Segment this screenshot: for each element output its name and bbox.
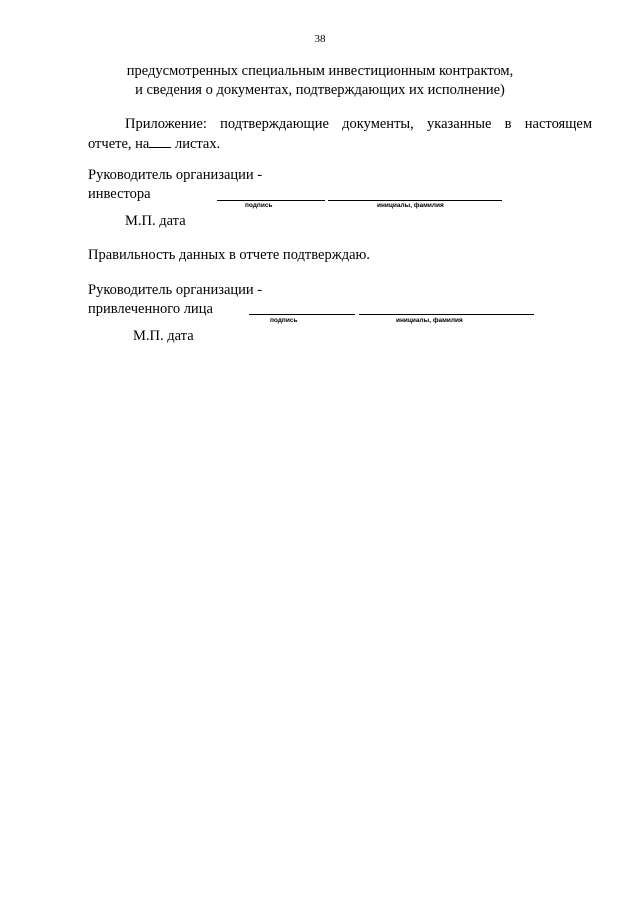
attracted-title-line-2: привлеченного лица <box>88 301 213 317</box>
investor-signature-caption: подпись <box>245 202 273 209</box>
attracted-signature-caption: подпись <box>270 317 298 324</box>
attachment-line-2-before: отчете, на <box>88 136 150 152</box>
investor-signature-line <box>217 200 325 201</box>
investor-title-line-2: инвестора <box>88 186 151 202</box>
attachment-line-2-after: листах. <box>171 136 221 152</box>
attracted-name-line <box>359 314 534 315</box>
investor-name-caption: инициалы, фамилия <box>377 202 444 209</box>
sheet-count-blank <box>149 134 171 148</box>
attracted-stamp-date: М.П. дата <box>133 328 194 344</box>
investor-name-line <box>328 200 502 201</box>
attracted-title-line-1: Руководитель организации - <box>88 282 263 298</box>
attracted-signature-line <box>249 314 355 315</box>
confirmation-text: Правильность данных в отчете подтверждаю. <box>88 247 370 263</box>
page-number: 38 <box>314 33 326 45</box>
attachment-line-1: Приложение: подтверждающие документы, указанные в настоящем <box>125 116 592 132</box>
investor-stamp-date: М.П. дата <box>125 213 186 229</box>
continuation-line-1: предусмотренных специальным инвестиционным контрактом, <box>126 63 514 79</box>
attracted-name-caption: инициалы, фамилия <box>396 317 463 324</box>
investor-title-line-1: Руководитель организации - <box>88 167 263 183</box>
continuation-line-2: и сведения о документах, подтверждающих их исполнение) <box>135 82 505 98</box>
attachment-line-2 <box>88 134 220 154</box>
